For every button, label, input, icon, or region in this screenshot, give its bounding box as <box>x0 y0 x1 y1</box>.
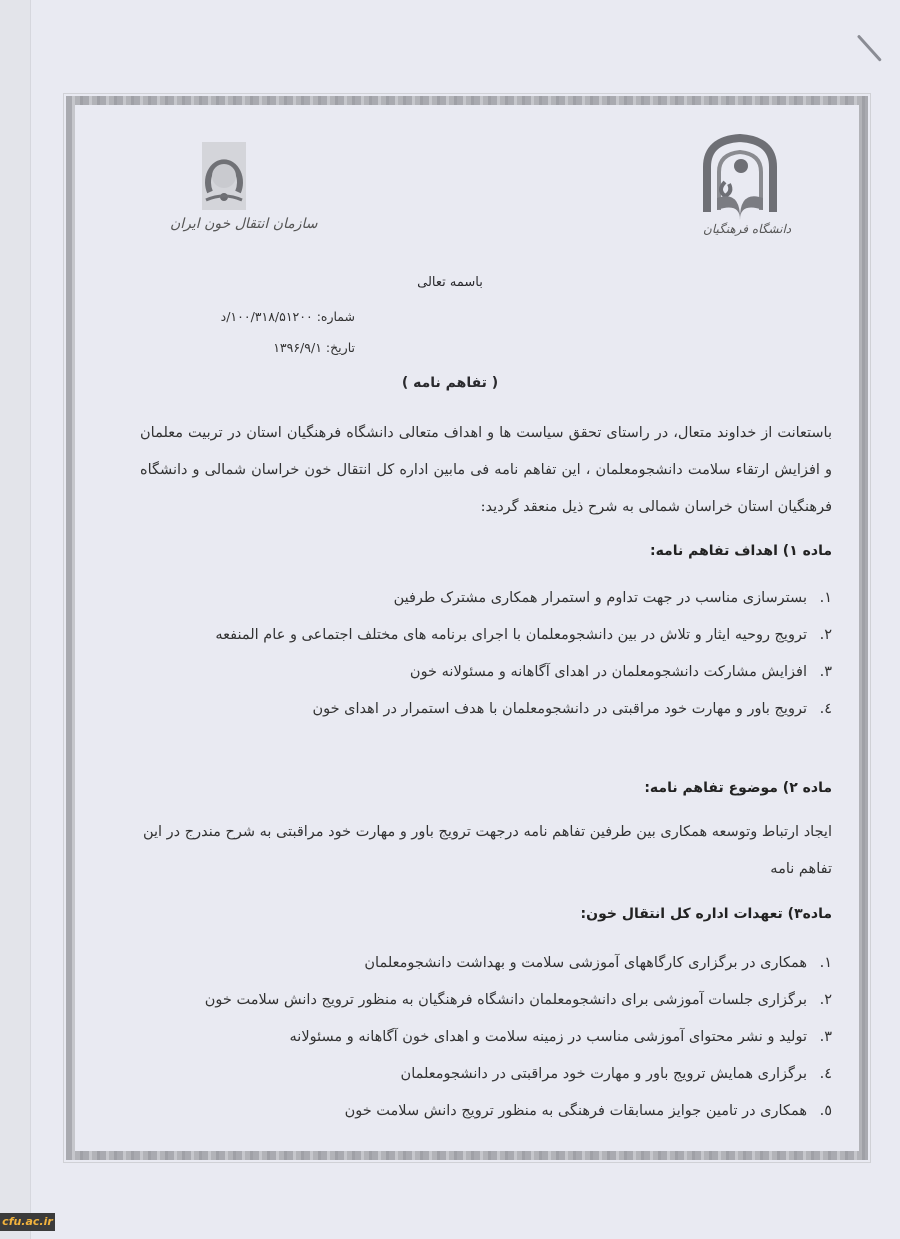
article2-text: ایجاد ارتباط وتوسعه همکاری بین طرفین تفاهم نامه درجهت ترویج باور و مهارت خود مراقبتی به شرح مندرج در این تفاهم نامه <box>142 824 832 877</box>
scan-page-edge <box>0 0 31 1239</box>
site-watermark-link[interactable]: cfu.ac.ir <box>0 1213 55 1231</box>
article3-heading: ماده۳) تعهدات اداره کل انتقال خون: <box>580 906 832 922</box>
blood-org-logo-caption: سازمان انتقال خون ایران <box>170 216 318 232</box>
letter-date-label: تاریخ: <box>325 340 355 355</box>
list-item: ۳. تولید و نشر محتوای آموزشی مناسب در زمینه سلامت و اهدای خون آگاهانه و مسئولانه <box>289 1029 832 1045</box>
list-item: ۱. همکاری در برگزاری کارگاههای آموزشی سلامت و بهداشت دانشجومعلمان <box>364 955 832 971</box>
intro-paragraph: باستعانت از خداوند متعال، در راستای تحقق سیاست ها و اهداف متعالی دانشگاه فرهنگیان استان در تربیت معلمان و افزایش ارتقاء سلامت دانشجومعلمان ، این تفاهم نامه فی مابین اداره کل انتقال خون خراسان شمالی و دانشگاه فرهنگیان استان خراسان شمالی به شرح ذیل منعقد گردید: <box>140 425 832 515</box>
list-item: ۲. برگزاری جلسات آموزشی برای دانشجومعلمان دانشگاه فرهنگیان به منظور ترویج دانش سلامت خون <box>204 992 832 1008</box>
document-title: ( تفاهم نامه ) <box>401 375 499 391</box>
article1-goals-list <box>215 580 832 728</box>
article3-commitments-list <box>205 945 832 1130</box>
list-item: ٤. ترویج باور و مهارت خود مراقبتی در دانشجومعلمان با هدف استمرار در اهدای خون <box>312 701 832 717</box>
staple-mark <box>857 34 882 61</box>
letter-date <box>273 340 355 355</box>
basmala-heading: باسمه تعالی <box>417 275 483 290</box>
list-item: ۳. افزایش مشارکت دانشجومعلمان در اهدای آگاهانه و مسئولانه خون <box>409 664 832 680</box>
list-item: ۲. ترویج روحیه ایثار و تلاش در بین دانشجومعلمان با اجرای برنامه های مختلف اجتماعی و عام المنفعه <box>215 627 832 643</box>
farhangian-university-logo <box>695 132 792 242</box>
letter-date-value: ۱۳۹۶/۹/۱ <box>273 340 322 355</box>
letter-number-label: شماره: <box>316 309 355 324</box>
list-item: ٤. برگزاری همایش ترویج باور و مهارت خود مراقبتی در دانشجومعلمان <box>400 1066 832 1082</box>
university-emblem-icon <box>695 132 785 222</box>
list-item: ۱. بسترسازی مناسب در جهت تداوم و استمرار همکاری مشترک طرفین <box>393 590 832 606</box>
university-logo-caption: دانشگاه فرهنگیان <box>703 222 792 236</box>
article2-heading: ماده ۲) موضوع تفاهم نامه: <box>644 780 832 796</box>
list-item: ٥. همکاری در تامین جوایز مسابقات فرهنگی به منظور ترویج دانش سلامت خون <box>344 1103 832 1119</box>
blood-drop-ring-icon <box>168 140 278 215</box>
article1-heading: ماده ۱) اهداف تفاهم نامه: <box>649 543 832 559</box>
letter-number-value: ۱۰۰/۳۱۸/۵۱۲۰۰/د <box>220 309 313 324</box>
letter-number <box>221 309 355 324</box>
blood-transfusion-org-logo <box>168 140 318 245</box>
